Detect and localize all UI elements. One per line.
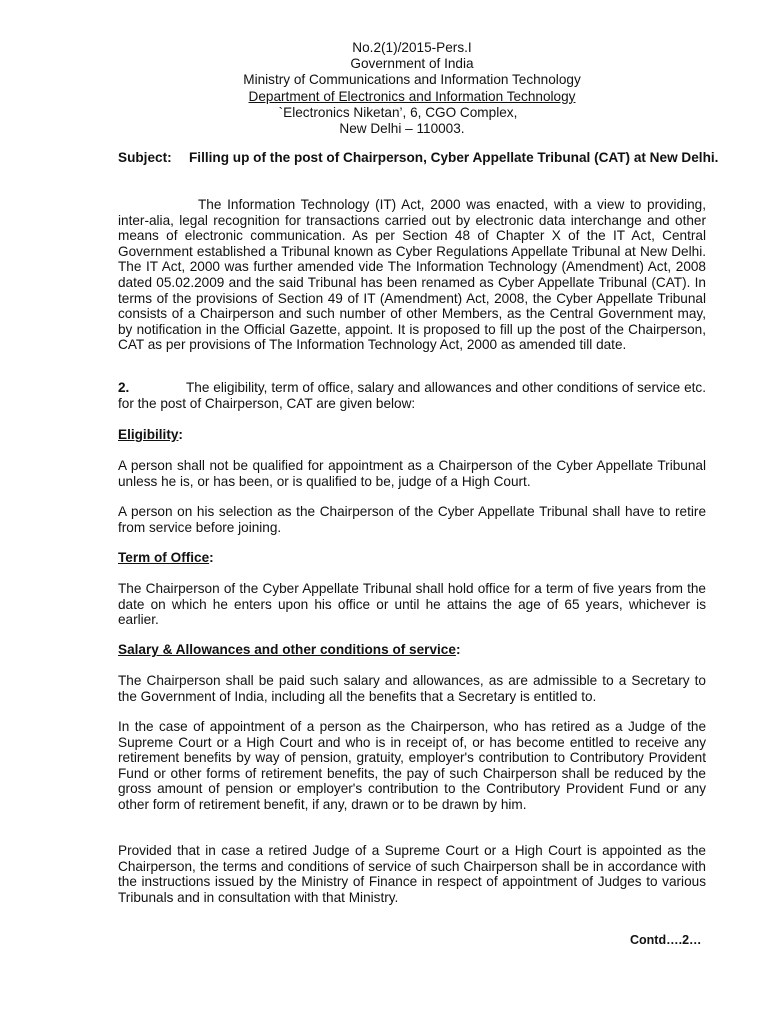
intro-paragraph: [118, 197, 706, 353]
subject-label: Subject:: [118, 150, 172, 165]
term-of-office-heading: [118, 550, 214, 566]
salary-paragraph-1-text: The Chairperson shall be paid such salary and allowances, as are admissible to a Secretary to the Government of India, including all the benefits that a Secretary is entitled to.: [118, 673, 706, 704]
salary-paragraph-3-text: Provided that in case a retired Judge of a Supreme Court or a High Court is appointed as the Chairperson, the terms and conditions of service of such Chairperson shall be in accordance with the instructions issued by the Ministry of Finance in respect of appointment of Judges to various Tribunals and in consultation with that Ministry.: [118, 843, 706, 905]
ministry-name: Ministry of Communications and Information Technology: [243, 72, 581, 88]
department-name: Department of Electronics and Information Technology: [248, 88, 576, 104]
paragraph-2-text: The eligibility, term of office, salary and allowances and other conditions of service etc. for the post of Chairperson, CAT are given below:: [118, 380, 706, 411]
salary-heading: [118, 642, 460, 658]
salary-paragraph-3: [118, 843, 706, 905]
eligibility-heading: [118, 427, 183, 443]
salary-paragraph-1: [118, 673, 706, 704]
eligibility-paragraph-2: [118, 504, 706, 535]
salary-heading-text: Salary & Allowances and other conditions of service: [118, 642, 456, 657]
term-of-office-paragraph-text: The Chairperson of the Cyber Appellate Tribunal shall hold office for a term of five years from the date on which he enters upon his office or until he attains the age of 65 years, whichever is earlier.: [118, 581, 706, 628]
paragraph-2: [118, 380, 706, 411]
salary-paragraph-2-text: In the case of appointment of a person as the Chairperson, who has retired as a Judge of the Supreme Court or a High Court and who is in receipt of, or has become entitled to receive any retirement benefits by way of pension, gratuity, employer's contribution to Contributory Provident Fund or other forms of retirement benefits, the pay of such Chairperson shall be reduced by the gross amount of pension or employer's contribution to the Contributory Provident Fund or any other form of retirement benefit, if any, drawn or to be drawn by him.: [118, 719, 706, 812]
heading-colon: :: [455, 642, 461, 657]
salary-paragraph-2: [118, 719, 706, 813]
intro-paragraph-text: The Information Technology (IT) Act, 2000 was enacted, with a view to providing, inter-alia, legal recognition for transactions carried out by electronic data interchange and other means of electronic communication. As per Section 48 of Chapter X of the IT Act, Central Government established a Tribunal known as Cyber Regulations Appellate Tribunal at New Delhi. The IT Act, 2000 was further amended vide The Information Technology (Amendment) Act, 2008 dated 05.02.2009 and the said Tribunal has been renamed as Cyber Appellate Tribunal (CAT). In terms of the provisions of Section 49 of IT (Amendment) Act, 2008, the Cyber Appellate Tribunal consists of a Chairperson and such number of other Members, as the Central Government may, by notification in the Official Gazette, appoint. It is proposed to fill up the post of the Chairperson, CAT as per provisions of The Information Technology Act, 2000 as amended till date.: [118, 197, 706, 353]
government-name: Government of India: [350, 56, 474, 72]
term-of-office-heading-text: Term of Office: [118, 550, 210, 565]
letter-header: [0, 40, 770, 137]
heading-colon: :: [178, 427, 183, 442]
reference-number: No.2(1)/2015-Pers.I: [352, 40, 472, 55]
subject-text: Filling up of the post of Chairperson, Cyber Appellate Tribunal (CAT) at New Delhi.: [189, 150, 719, 165]
continued-marker: Contd….2…: [630, 933, 702, 947]
eligibility-paragraph-2-text: A person on his selection as the Chairperson of the Cyber Appellate Tribunal shall have to retire from service before joining.: [118, 504, 706, 535]
eligibility-paragraph-1-text: A person shall not be qualified for appointment as a Chairperson of the Cyber Appellate Tribunal unless he is, or has been, or is qualified to be, judge of a High Court.: [118, 458, 706, 489]
heading-colon: :: [209, 550, 214, 565]
term-of-office-paragraph: [118, 581, 706, 628]
paragraph-number: 2.: [118, 380, 130, 395]
address-line-2: New Delhi – 110003.: [339, 121, 465, 137]
eligibility-paragraph-1: [118, 458, 706, 489]
eligibility-heading-text: Eligibility: [118, 427, 179, 442]
address-line-1: `Electronics Niketan’, 6, CGO Complex,: [278, 104, 518, 120]
